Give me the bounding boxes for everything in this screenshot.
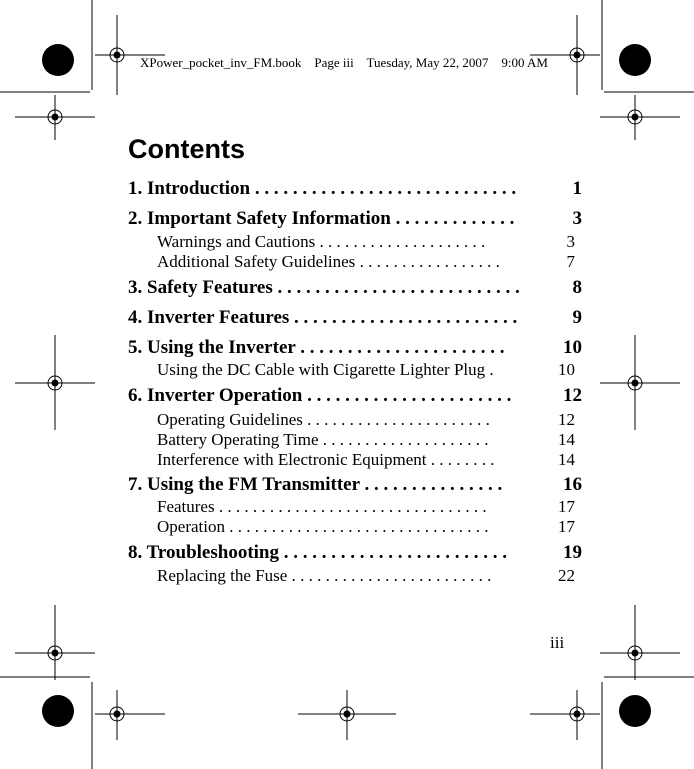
toc-page-number: 3 [566,232,575,251]
toc-section-entry [157,360,494,380]
toc-dot-leader: . . . . . . . . [430,450,495,469]
toc-dot-leader: . . . . . . . . . . . . . . . . . . . . . . . . . . . . [254,178,517,199]
print-slug-header: XPower_pocket_inv_FM.book Page iii Tuesday, May 22, 2007 9:00 AM [140,55,548,70]
toc-page-number: 10 [563,337,582,358]
toc-section-entry [157,566,491,586]
toc-entry-label: 2. Important Safety Information [128,208,396,229]
toc-dot-leader: . . . . . . . . . . . . . . . . . . . . . . [307,410,490,429]
toc-section-entry [157,410,490,430]
toc-dot-leader: . . . . . . . . . . . . . . . . . . . . . . . . [291,566,492,585]
toc-section-entry [157,232,485,252]
toc-section-entry [157,430,488,450]
toc-entry-label: 3. Safety Features [128,277,278,298]
toc-entry-label: 8. Troubleshooting [128,542,284,563]
toc-page-number: 22 [558,566,575,585]
toc-dot-leader: . . . . . . . . . . . . . . . . . . . . . . . . . . . . . . . [229,517,489,536]
toc-page-number: 8 [572,277,582,298]
toc-section-entry [157,252,500,272]
toc-page-number: 10 [558,360,575,379]
toc-dot-leader: . . . . . . . . . . . . . [395,208,515,229]
toc-entry-label: Warnings and Cautions [157,232,320,251]
toc-entry-label: Replacing the Fuse [157,566,292,585]
toc-entry-label: Operation [157,517,230,536]
toc-chapter-entry [128,542,507,564]
toc-entry-label: 5. Using the Inverter [128,337,301,358]
toc-dot-leader: . . . . . . . . . . . . . . . . . . . . . . . . . . [277,277,520,298]
toc-dot-leader: . . . . . . . . . . . . . . . . . . . . [322,430,489,449]
toc-entry-label: 4. Inverter Features [128,307,295,328]
toc-entry-label: Interference with Electronic Equipment [157,450,431,469]
toc-chapter-entry [128,474,502,496]
toc-entry-label: 1. Introduction [128,178,255,199]
toc-chapter-entry [128,337,504,359]
toc-dot-leader: . . . . . . . . . . . . . . . . . [359,252,500,271]
toc-entry-label: 7. Using the FM Transmitter [128,474,365,495]
toc-page-number: 12 [563,385,582,406]
toc-chapter-entry [128,208,514,230]
toc-page-number: 7 [566,252,575,271]
toc-dot-leader: . . . . . . . . . . . . . . . . . . . . . . . . . . . . . . . . [218,497,487,516]
toc-entry-label: 6. Inverter Operation [128,385,308,406]
page-title: Contents [128,134,245,164]
toc-section-entry [157,450,495,470]
toc-chapter-entry [128,385,511,407]
toc-page-number: 17 [558,497,575,516]
toc-entry-label: Battery Operating Time [157,430,323,449]
toc-dot-leader: . [489,360,494,379]
toc-page-number: 1 [572,178,582,199]
toc-page-number: 12 [558,410,575,429]
toc-chapter-entry [128,178,516,200]
toc-page-number: 19 [563,542,582,563]
toc-page-number: 14 [558,450,575,469]
toc-page-number: 17 [558,517,575,536]
toc-section-entry [157,517,488,537]
toc-page-number: 14 [558,430,575,449]
toc-entry-label: Using the DC Cable with Cigarette Lighter Plug [157,360,490,379]
toc-dot-leader: . . . . . . . . . . . . . . . . . . . . . . . . [283,542,507,563]
toc-section-entry [157,497,487,517]
toc-dot-leader: . . . . . . . . . . . . . . . . . . . . . . [300,337,505,358]
toc-chapter-entry [128,277,520,299]
toc-page-number: 9 [572,307,582,328]
toc-entry-label: Operating Guidelines [157,410,308,429]
toc-dot-leader: . . . . . . . . . . . . . . . [364,474,503,495]
toc-dot-leader: . . . . . . . . . . . . . . . . . . . . . . [307,385,512,406]
page-number: iii [550,633,565,652]
toc-page-number: 16 [563,474,582,495]
toc-chapter-entry [128,307,517,329]
toc-dot-leader: . . . . . . . . . . . . . . . . . . . . . . . . [294,307,518,328]
toc-page-number: 3 [572,208,582,229]
toc-entry-label: Features [157,497,219,516]
toc-dot-leader: . . . . . . . . . . . . . . . . . . . . [319,232,486,251]
toc-entry-label: Additional Safety Guidelines [157,252,360,271]
